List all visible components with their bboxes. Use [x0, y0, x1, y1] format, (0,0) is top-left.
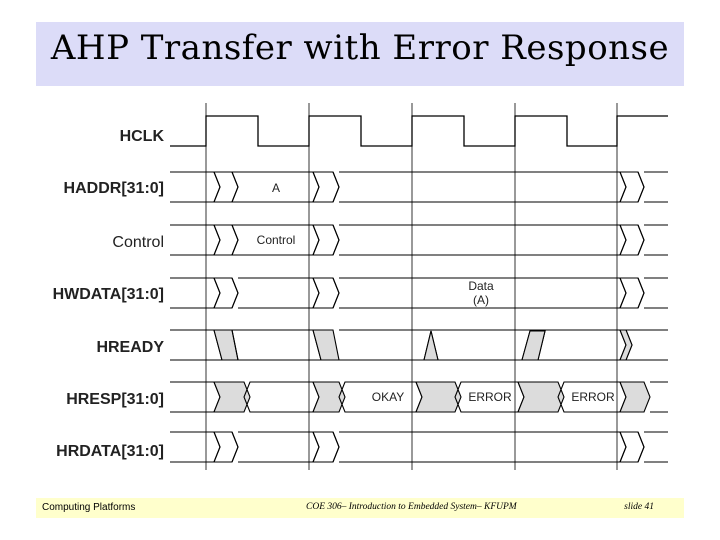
hwdata-bus-value-line1: Data	[468, 279, 494, 293]
footer-course-title: COE 306– Introduction to Embedded System– KFUPM	[306, 502, 517, 512]
haddr-waveform	[170, 172, 668, 202]
clock-edge-guides	[206, 103, 617, 470]
hwdata-waveform	[170, 278, 668, 308]
signal-label-hwdata: HWDATA[31:0]	[52, 286, 164, 303]
hready-waveform	[170, 330, 668, 360]
control-waveform	[170, 225, 668, 255]
signal-label-haddr: HADDR[31:0]	[63, 180, 164, 197]
hwdata-bus-value-line2: (A)	[473, 293, 489, 307]
hresp-error-label-1: ERROR	[468, 390, 512, 404]
control-bus-value: Control	[256, 233, 296, 247]
signal-label-hready: HREADY	[96, 339, 164, 356]
hrdata-waveform	[170, 432, 668, 462]
hresp-error-label-2: ERROR	[571, 390, 615, 404]
signal-label-control: Control	[112, 234, 164, 251]
hclk-waveform	[170, 116, 668, 146]
signal-labels	[53, 128, 165, 460]
haddr-bus-value: A	[271, 181, 281, 195]
hresp-okay-label: OKAY	[371, 390, 405, 404]
signal-label-hresp: HRESP[31:0]	[66, 391, 164, 408]
footer-course-area: Computing Platforms	[42, 502, 136, 513]
slide-title: AHP Transfer with Error Response	[50, 28, 670, 68]
slide-footer	[36, 498, 684, 518]
signal-label-hclk: HCLK	[119, 128, 164, 145]
footer-slide-number: slide 41	[624, 502, 654, 512]
signal-label-hrdata: HRDATA[31:0]	[56, 443, 164, 460]
